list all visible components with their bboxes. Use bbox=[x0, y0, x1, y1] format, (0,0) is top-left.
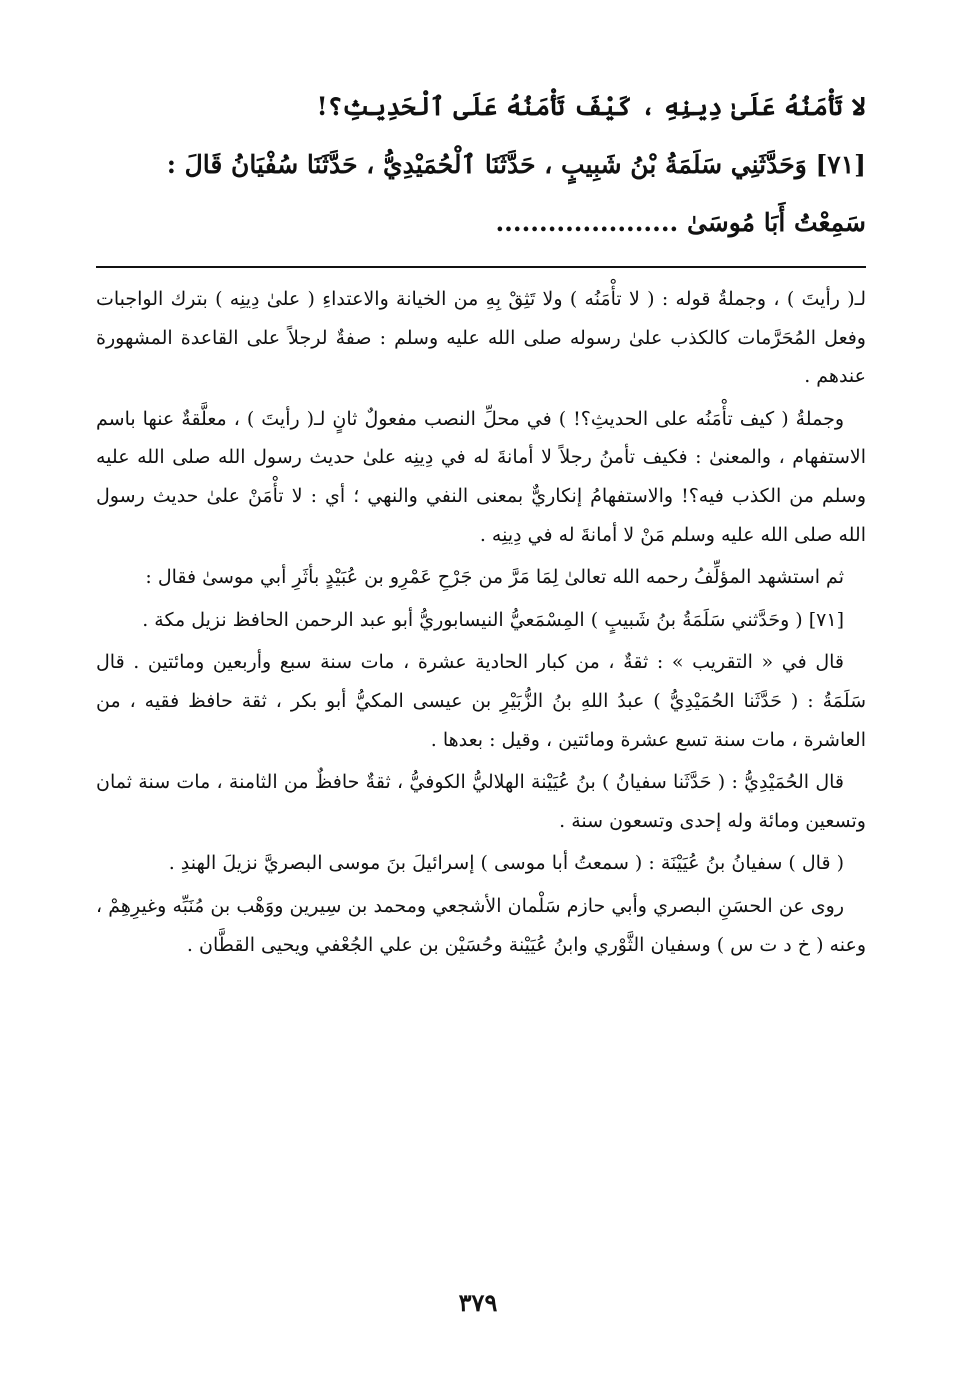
hadith-line-3 bbox=[96, 194, 866, 252]
commentary-paragraph-3: ثم استشهد المؤلِّفُ رحمه الله تعالىٰ لِمَا مَرَّ من جَرْحِ عَمْرِو بن عُبَيْدٍ بأثَرِ أبي موسىٰ فقال : bbox=[145, 566, 844, 589]
hadith-line-2: [٧١] وَحَدَّثَنِي سَلَمَةُ بْنُ شَبِيبٍ ، حَدَّثَنَا ٱلْحُمَيْدِيُّ ، حَدَّثَنَا سُفْيَانُ قَالَ : bbox=[166, 150, 866, 179]
page-content bbox=[96, 78, 866, 968]
commentary-paragraph-8: روى عن الحسَنِ البصري وأبي حازم سَلْمان الأشجعي ومحمد بن سِيرين ووَهْب بن مُنَبِّه وغيرِهِمْ ، وعنه ( خ د ت س ) وسفيان الثَّوْري وابنُ عُيَيْنة وحُسَيْن بن علي الجُعْفي ويحيى القطَّان . bbox=[96, 894, 866, 956]
section-divider bbox=[96, 266, 866, 268]
commentary-paragraph-4: [٧١] ( وحَدَّثني سَلَمَةُ بنُ شَبيبٍ ) المِسْمَعيُّ النيسابوريُّ أبو عبد الرحمن الحافظ نزيل مكة . bbox=[142, 608, 844, 631]
commentary-paragraph-7: ( قال ) سفيانُ بنُ عُيَيْنَة : ( سمعتُ أبا موسى ) إسرائيلَ بنَ موسى البصريَّ نزيلَ الهندِ . bbox=[168, 852, 844, 875]
commentary-paragraph-6: قال الحُمَيْدِيُّ : ( حَدَّثَنا سفيانُ ) بنُ عُيَيْنة الهلاليُّ الكوفيُّ ، ثقةٌ حافظٌ من الثامنة ، مات سنة ثمان وتسعين ومائة وله إحدى وتسعون سنة . bbox=[96, 771, 866, 832]
hadith-line-1: لا تَأْمَنُهُ عَلَىٰ دِينِهِ ، كَيْفَ تَأْمَنُهُ عَلَى ٱلْحَدِيثِ؟! bbox=[316, 92, 866, 121]
continuation-dots: ..................... bbox=[495, 208, 679, 237]
commentary-paragraph-5: قال في « التقريب » : ثقةٌ ، من كبار الحادية عشرة ، مات سنة سبع وأربعين ومائتين . قال سَلَمَةُ : ( حَدَّثَنا الحُمَيْدِيُّ ) عبدُ اللهِ بنُ الزُّبَيْرِ بن عيسى المكيُّ أبو بكر ، ثقة حافظ فقيه ، من العاشرة ، مات سنة تسع عشرة ومائتين ، وقيل : بعدها . bbox=[96, 651, 866, 751]
hadith-text-block bbox=[96, 78, 866, 252]
commentary-paragraph-2: وجملةُ ( كيف تأْمَنُه على الحديثِ؟! ) في محلِّ النصب مفعولٌ ثانٍ لـ( رأيتَ ) ، معلَّقةٌ عنها باسم الاستفهام ، والمعنىٰ : فكيف تأمنُ رجلاً لا أمانةَ له في دِينِه علىٰ حديث رسول الله صلى الله عليه وسلم من الكذب فيه؟! والاستفهامُ إنكاريٌّ بمعنى النفي والنهي ؛ أي : لا تأْمَنْ علىٰ حديث رسول الله صلى الله عليه وسلم مَنْ لا أمانةَ له في دِينِه . bbox=[96, 407, 866, 546]
hadith-line-3-text: سَمِعْتُ أَبَا مُوسَىٰ bbox=[686, 208, 866, 237]
page-number: ٣٧٩ bbox=[458, 1288, 498, 1317]
commentary-block bbox=[96, 280, 866, 964]
commentary-paragraph-1: لـ( رأيتَ ) ، وجملةُ قوله : ( لا تأْمَنُه ) ولا تَثِقْ بِهِ من الخيانة والاعتداءِ ( علىٰ دِينِه ) بترك الواجبات وفعل المُحَرَّمات كالكذب علىٰ رسوله صلى الله عليه وسلم : صفةٌ لرجلاً على القاعدة المشهورة عندهم . bbox=[96, 288, 866, 388]
